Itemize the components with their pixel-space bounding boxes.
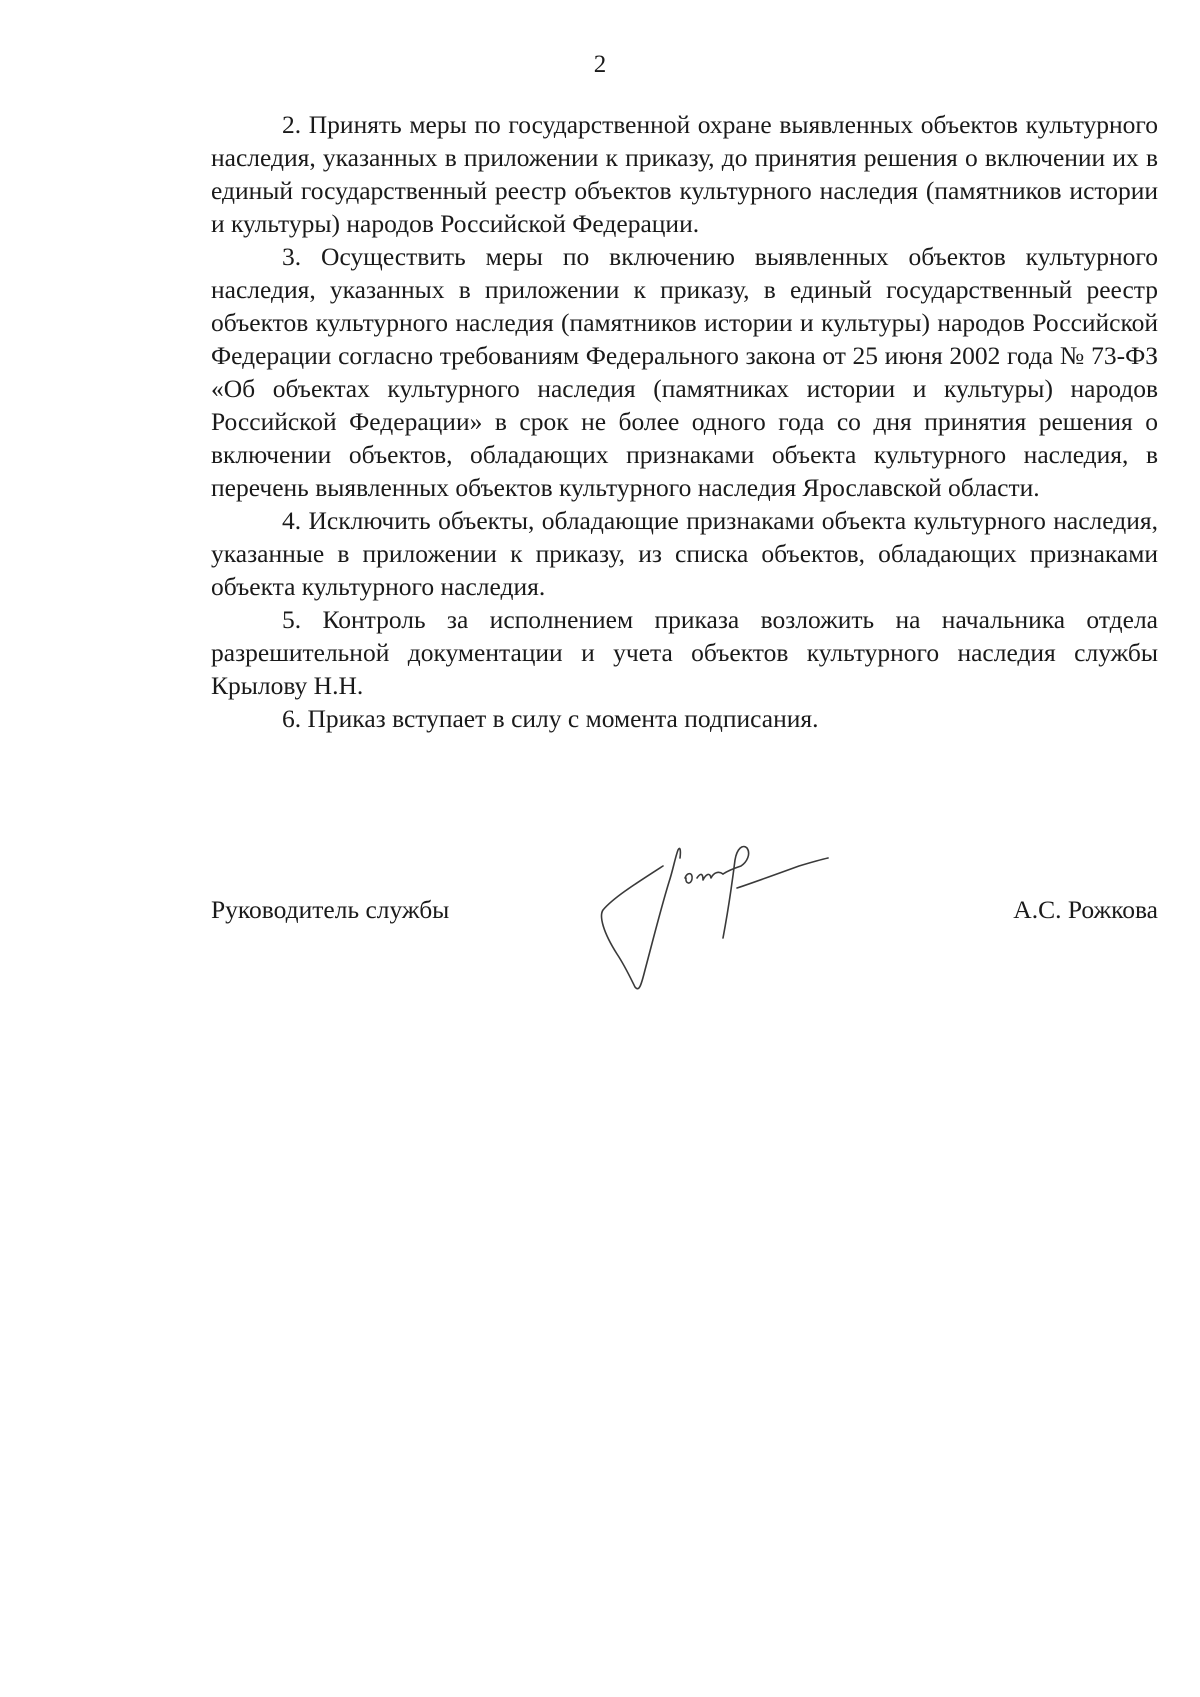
paragraph-item-3: 3. Осуществить меры по включению выявленных объектов культурного наследия, указанных в приложении к приказу, в единый государственный реестр объектов культурного наследия (памятников истории и культуры) народов Российской Федерации согласно требованиям Федерального закона от 25 июня 2002 года № 73-ФЗ «Об объектах культурного наследия (памятниках истории и культуры) народов Российской Федерации» в срок не более одного года со дня принятия решения о включении объектов, обладающих признаками объекта культурного наследия, в перечень выявленных объектов культурного наследия Ярославской области.	[211, 242, 1158, 502]
signer-position: Руководитель службы	[211, 895, 450, 924]
handwritten-signature	[595, 836, 870, 1001]
paragraph-item-4: 4. Исключить объекты, обладающие признаками объекта культурного наследия, указанные в приложении к приказу, из списка объектов, обладающих признаками объекта культурного наследия.	[211, 506, 1158, 601]
paragraph-item-2: 2. Принять меры по государственной охране выявленных объектов культурного наследия, указанных в приложении к приказу, до принятия решения о включении их в единый государственный реестр объектов культурного наследия (памятников истории и культуры) народов Российской Федерации.	[211, 110, 1158, 238]
page-number: 2	[593, 51, 607, 78]
signer-name: А.С. Рожкова	[1013, 895, 1158, 924]
document-body	[211, 108, 1158, 735]
paragraph-item-6: 6. Приказ вступает в силу с момента подписания.	[282, 704, 819, 733]
paragraph-item-5: 5. Контроль за исполнением приказа возложить на начальника отдела разрешительной документации и учета объектов культурного наследия службы Крылову Н.Н.	[211, 605, 1158, 700]
